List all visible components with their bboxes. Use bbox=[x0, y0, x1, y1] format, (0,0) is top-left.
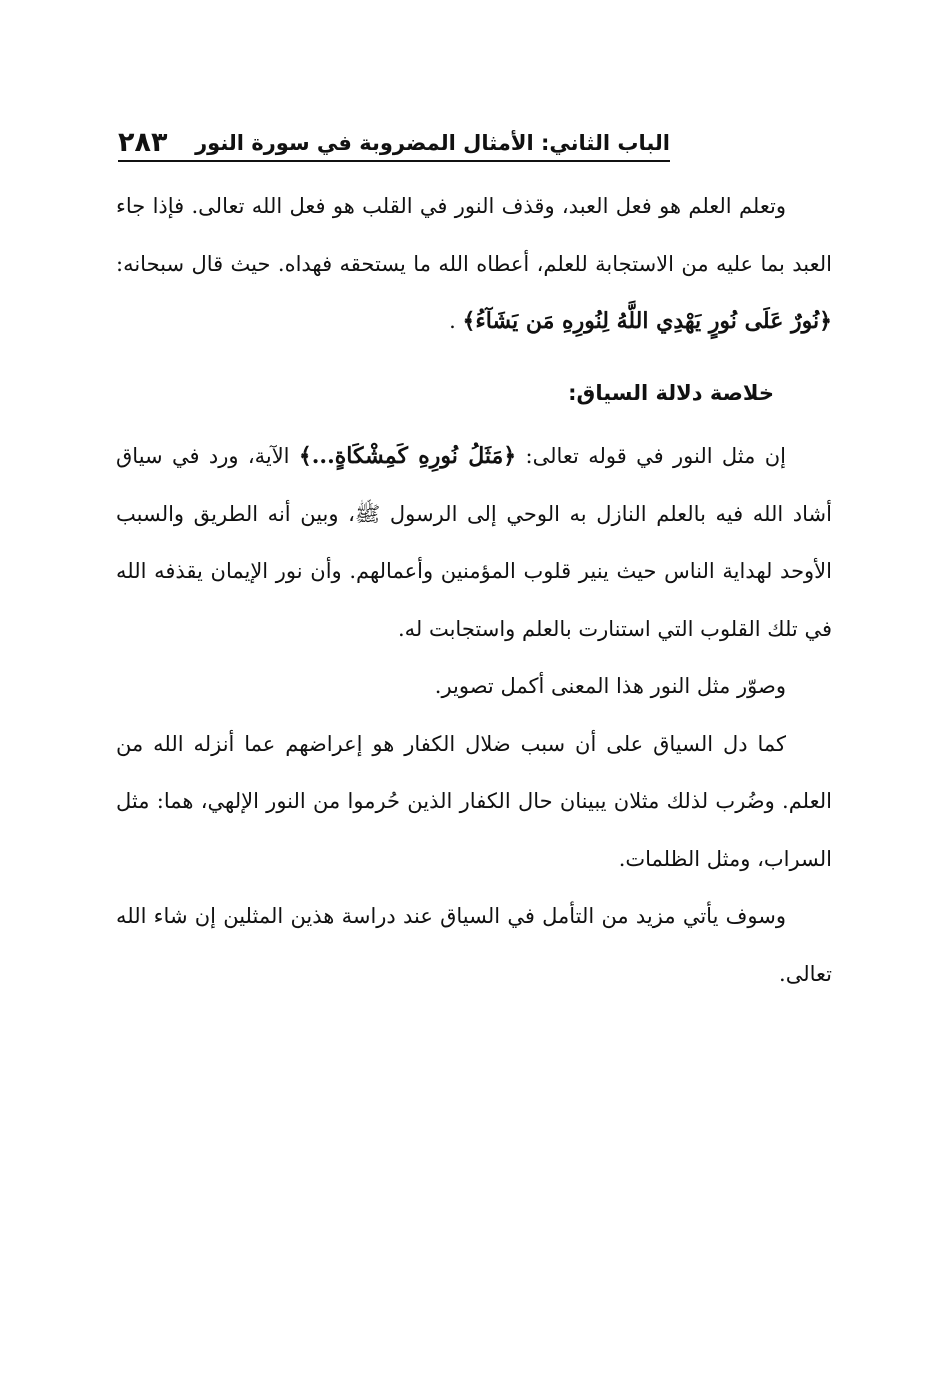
paragraph-knowledge-light bbox=[116, 178, 832, 351]
quran-verse: ﴿مَثَلُ نُورِهِ كَمِشْكَاةٍ...﴾ bbox=[298, 443, 517, 469]
header-divider bbox=[118, 160, 670, 162]
paragraph-lead: إن مثل النور في قوله تعالى: bbox=[525, 444, 786, 468]
paragraph-disbelievers: كما دل السياق على أن سبب ضلال الكفار هو إعراضهم عما أنزله الله من العلم. وضُرب لذلك مثلان يبينان حال الكفار الذين حُرموا من النور الإلهي، هما: مثل السراب، ومثل الظلمات. bbox=[116, 731, 832, 871]
page-body bbox=[116, 178, 832, 1003]
running-header bbox=[118, 118, 670, 158]
quran-verse: ﴿نُورٌ عَلَى نُورٍ يَهْدِي اللَّهُ لِنُورِهِ مَن يَشَآءُ﴾ bbox=[462, 308, 832, 334]
paragraph-closing: وسوف يأتي مزيد من التأمل في السياق عند دراسة هذين المثلين إن شاء الله تعالى. bbox=[116, 904, 832, 986]
section-heading: خلاصة دلالة السياق: bbox=[568, 380, 774, 405]
paragraph-text: الآية، ورد في سياق أشاد الله فيه بالعلم النازل به الوحي إلى الرسول ﷺ، وبين أنه الطريق والسبب الأوحد لهداية الناس حيث ينير قلوب المؤمنين وأعمالهم. وأن نور الإيمان يقذفه الله في تلك القلوب التي استنارت بالعلم واستجابت له. bbox=[116, 444, 832, 641]
paragraph-summary bbox=[116, 428, 832, 658]
chapter-title: الباب الثاني: الأمثال المضروبة في سورة النور bbox=[195, 131, 670, 155]
paragraph-tail: . bbox=[449, 309, 456, 333]
paragraph-text: وتعلم العلم هو فعل العبد، وقذف النور في القلب هو فعل الله تعالى. فإذا جاء العبد بما عليه من الاستجابة للعلم، أعطاه الله ما يستحقه فهداه. حيث قال سبحانه: bbox=[116, 194, 832, 276]
page-number: ٢٨٣ bbox=[118, 127, 168, 158]
paragraph-depiction: وصوّر مثل النور هذا المعنى أكمل تصوير. bbox=[434, 674, 786, 698]
